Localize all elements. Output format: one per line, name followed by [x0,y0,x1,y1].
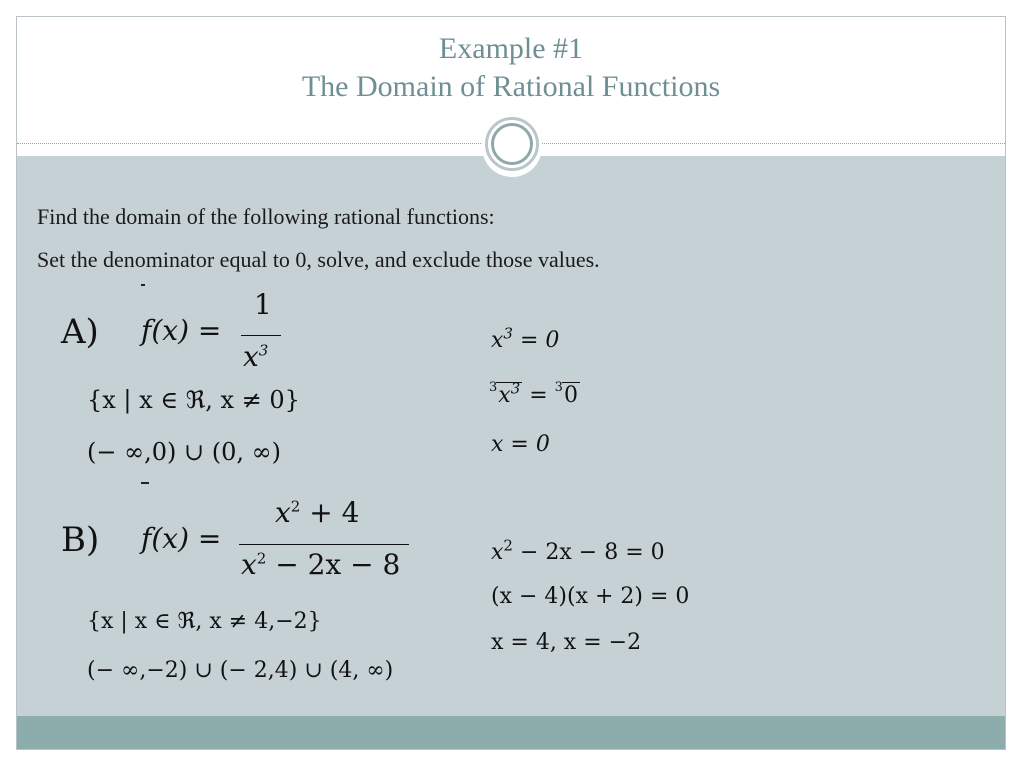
problem-b-fraction-bar [239,544,409,545]
root-index: 3 [489,380,498,395]
slide-frame [16,16,1006,750]
problem-a-function: f(x) = [141,314,222,347]
content-area [17,156,1005,716]
problem-a-fraction-bar [241,335,281,336]
slide-title-line2: The Domain of Rational Functions [301,70,721,103]
radical-lhs: $x^3$ [498,379,521,408]
slide-title-line1: Example #1 [438,32,584,65]
stray-mark-b [141,482,149,484]
problem-b-numerator: $x^2 + 4$ [275,496,360,529]
divider-ornament-circle [491,123,533,165]
problem-b-work-step3: x = 4, x = −2 [491,630,642,655]
problem-a-work-step2: $^3x^3 = ^30$ [489,379,578,408]
problem-b-work-step1: $x^2 - 2x - 8 = 0$ [491,536,665,565]
problem-a-interval-notation: (− ∞,0) ∪ (0, ∞) [87,438,281,466]
problem-a-work-step3: x = 0 [491,432,550,457]
problem-b-label: B) [61,520,100,560]
footer-bar [17,716,1005,750]
problem-a-set-notation: {x | x ∈ ℜ, x ≠ 0} [87,386,300,414]
problem-b-interval-notation: (− ∞,−2) ∪ (− 2,4) ∪ (4, ∞) [87,658,394,683]
instruction-line-1: Find the domain of the following rational functions: [37,204,495,229]
problem-a-label: A) [61,312,99,352]
radical-rhs: 0 [563,383,578,408]
problem-a-denominator: $x^3$ [243,340,269,373]
stray-mark [141,284,145,286]
problem-b-work-step2: (x − 4)(x + 2) = 0 [491,584,690,609]
problem-a-work-step1: $x^3 = 0$ [491,324,560,353]
root-index-rhs: 3 [554,380,563,395]
problem-b-set-notation: {x | x ∈ ℜ, x ≠ 4,−2} [87,609,322,634]
problem-b-function: f(x) = [141,522,222,555]
problem-a-numerator: 1 [254,288,272,321]
problem-b-denominator: $x^2 - 2x - 8$ [241,548,401,581]
instruction-line-2: Set the denominator equal to 0, solve, and exclude those values. [37,247,600,272]
